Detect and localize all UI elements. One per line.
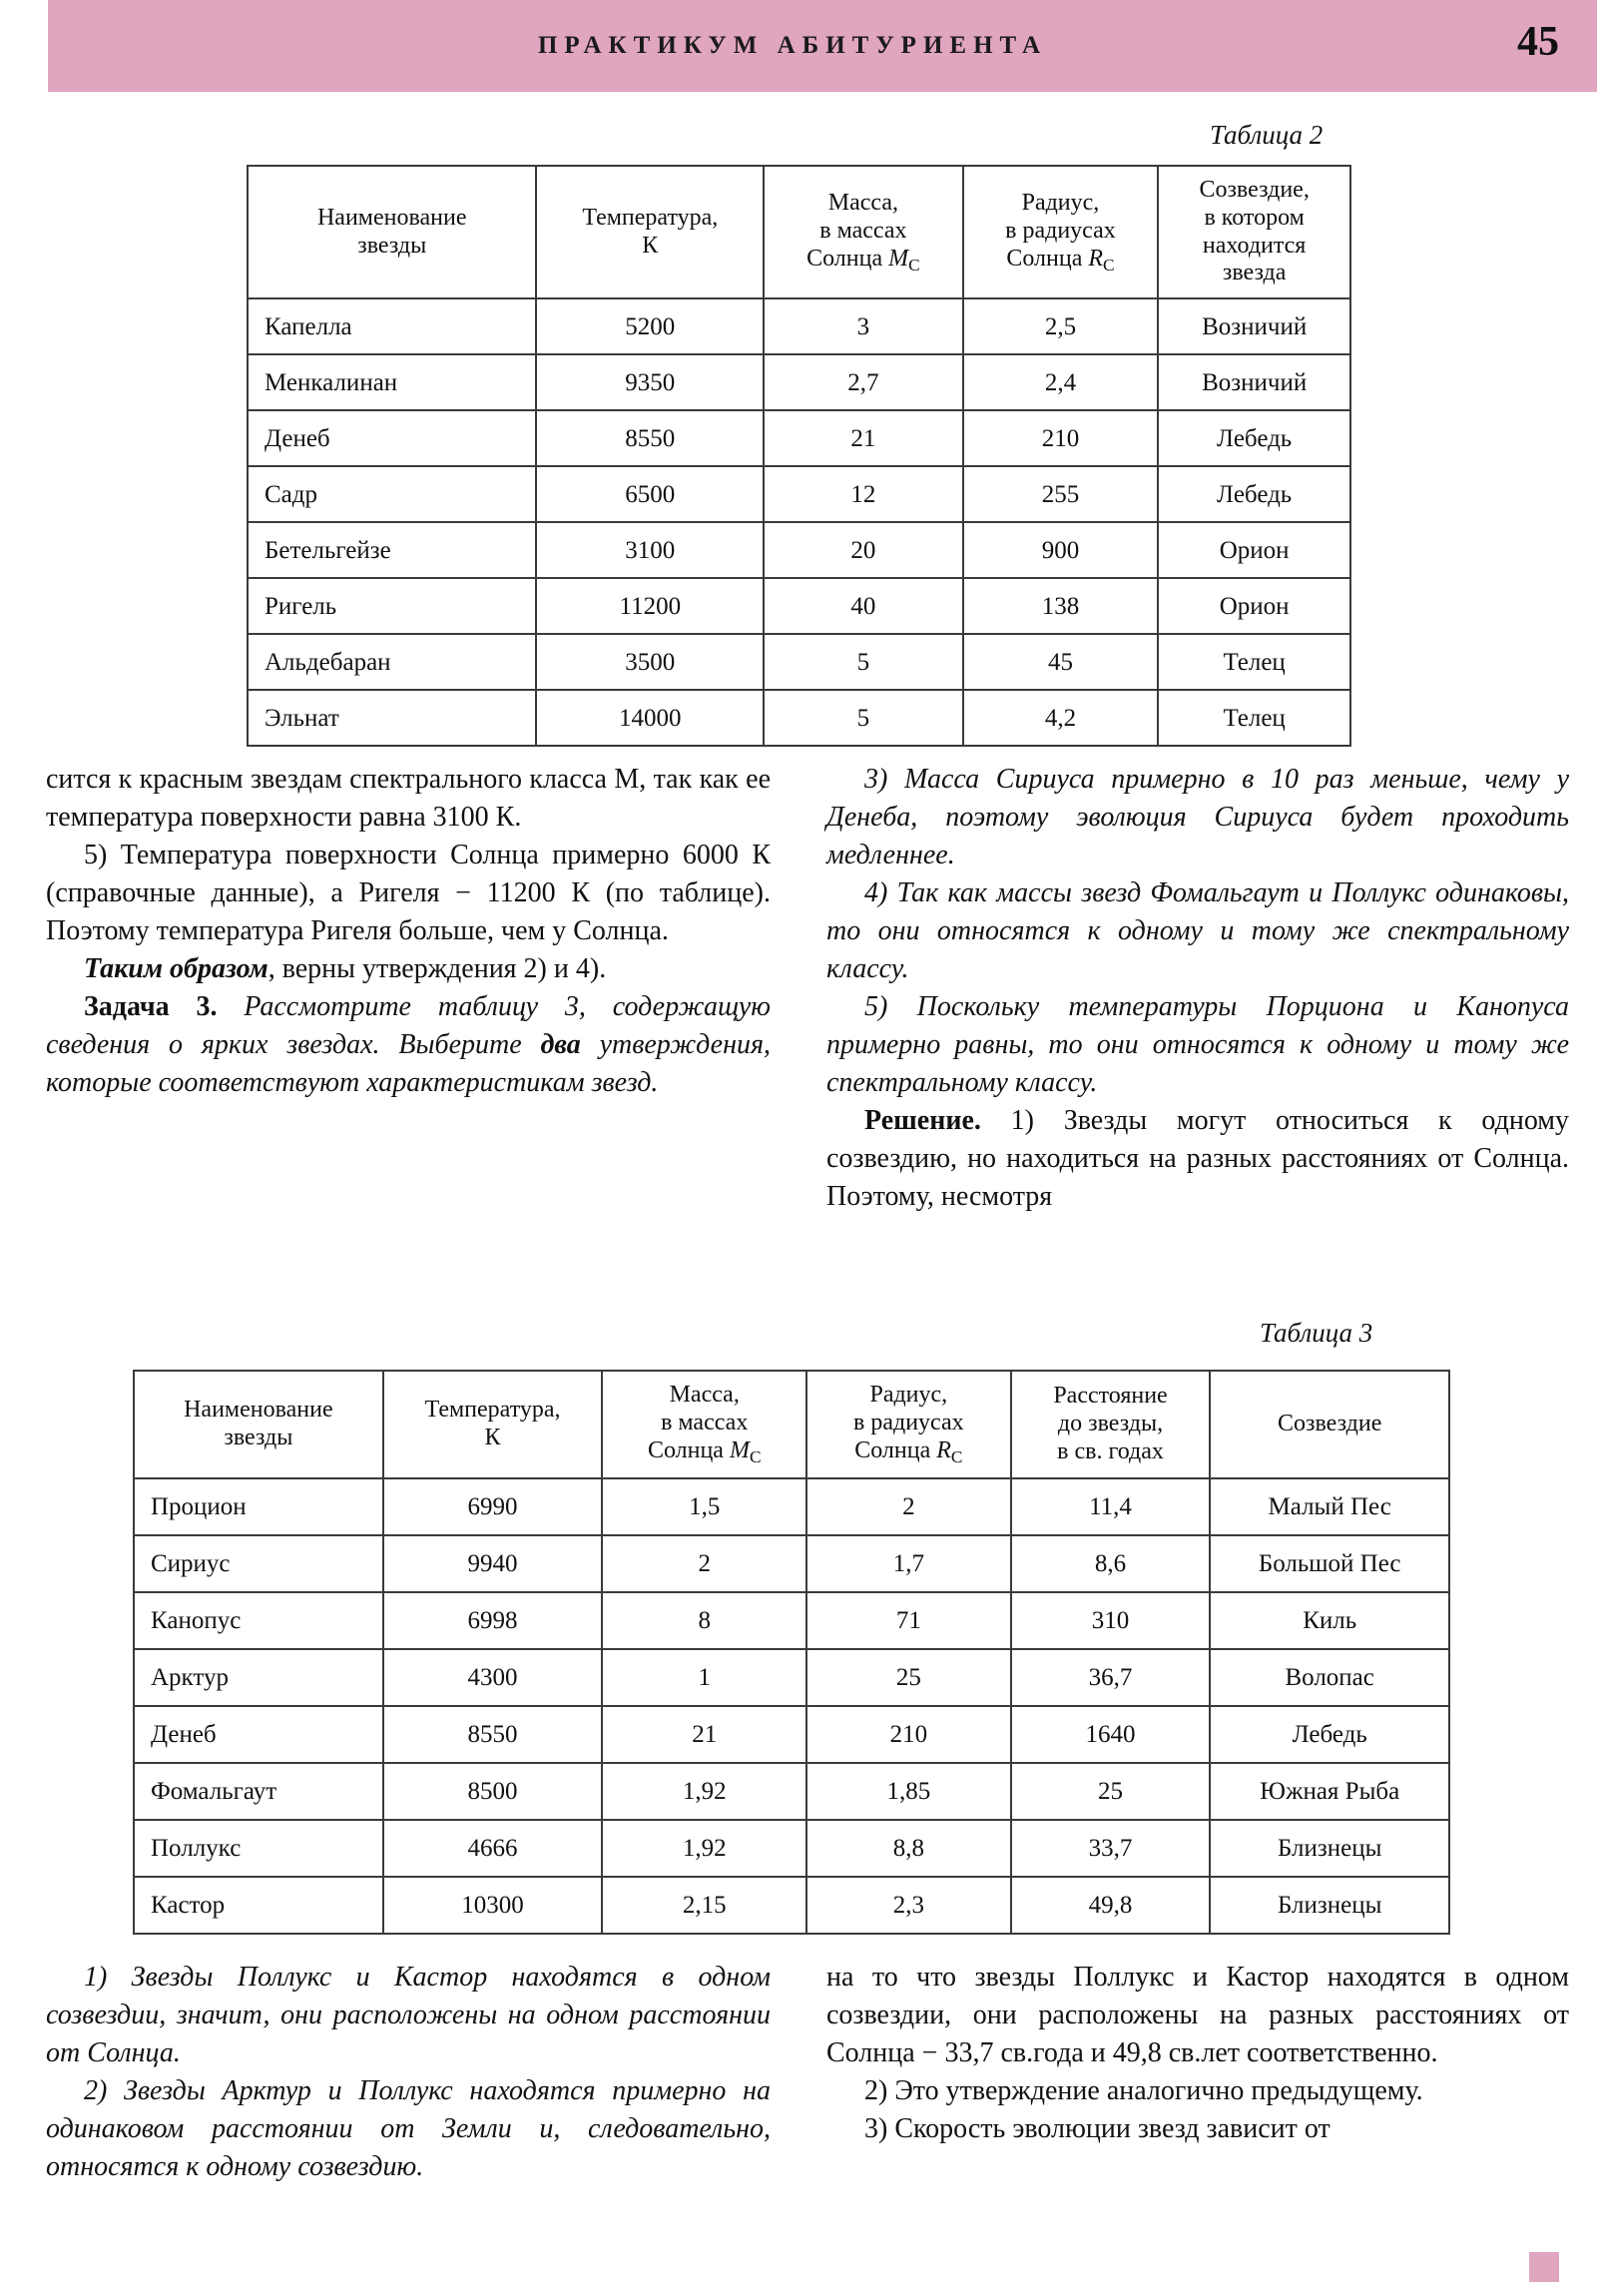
- table-row: [248, 298, 1350, 354]
- hdr-text: Масса,: [669, 1382, 740, 1408]
- cell-temperature: 6998: [383, 1592, 603, 1649]
- table-row: [134, 1706, 1449, 1763]
- paragraph-solution-continuation: на то что звезды Поллукс и Кастор находятся в одном созвездии, они расположены на разных расстояниях от Солнца − 33,7 св.года и 49,8 св.лет соответственно.: [826, 1962, 1569, 2068]
- cell-star-name: Капелла: [248, 298, 536, 354]
- cell-constellation: Лебедь: [1158, 466, 1350, 522]
- table-row: [248, 578, 1350, 634]
- cell-constellation: Телец: [1158, 634, 1350, 690]
- cell-distance: 8,6: [1011, 1535, 1211, 1592]
- conclusion-text: , верны утверждения 2) и 4).: [267, 953, 607, 984]
- cell-mass: 21: [764, 410, 963, 466]
- cell-temperature: 10300: [383, 1877, 603, 1934]
- cell-constellation: Лебедь: [1158, 410, 1350, 466]
- cell-radius: 255: [963, 466, 1159, 522]
- right-column-lower-text: [826, 1959, 1569, 2148]
- hdr-text: Созвездие,: [1199, 177, 1310, 203]
- hdr-text: Радиус,: [1021, 189, 1100, 216]
- table-row: [134, 1478, 1449, 1535]
- hdr-text: в массах: [661, 1409, 749, 1435]
- cell-mass: 5: [764, 634, 963, 690]
- cell-temperature: 6500: [536, 466, 764, 522]
- cell-constellation: Орион: [1158, 578, 1350, 634]
- table2-col-header-temperature: [536, 166, 764, 298]
- cell-temperature: 6990: [383, 1478, 603, 1535]
- cell-constellation: Близнецы: [1210, 1820, 1449, 1877]
- table-2-star-data: [247, 165, 1351, 747]
- table-row: [134, 1820, 1449, 1877]
- table-row: [134, 1763, 1449, 1820]
- cell-temperature: 8500: [383, 1763, 603, 1820]
- running-head-title: ПРАКТИКУМ АБИТУРИЕНТА: [537, 32, 1047, 59]
- table3-caption: Таблица 3: [1260, 1318, 1373, 1348]
- task-text-b: утверждения, которые соответствуют характеристикам звезд.: [46, 1029, 771, 1098]
- cell-star-name: Бетельгейзе: [248, 522, 536, 578]
- paragraph-solution-3: 3) Скорость эволюции звезд зависит от: [864, 2113, 1331, 2144]
- hdr-text-mass-symbol: Солнца $M_С$: [806, 245, 920, 275]
- table2-header-row: [248, 166, 1350, 298]
- cell-radius: 2,4: [963, 354, 1159, 410]
- cell-temperature: 9350: [536, 354, 764, 410]
- hdr-text: Радиус,: [869, 1382, 948, 1408]
- hdr-text: Наименование: [184, 1396, 333, 1423]
- cell-mass: 12: [764, 466, 963, 522]
- paragraph-conclusion: [46, 950, 771, 988]
- cell-mass: 8: [602, 1592, 806, 1649]
- cell-mass: 2: [602, 1535, 806, 1592]
- cell-temperature: 5200: [536, 298, 764, 354]
- cell-radius: 4,2: [963, 690, 1159, 746]
- table-row: [248, 410, 1350, 466]
- task-label: Задача 3.: [84, 991, 218, 1022]
- paragraph-statement-2: 2) Звезды Арктур и Поллукс находятся примерно на одинаковом расстоянии от Земли и, следовательно, относятся к одному созвездию.: [46, 2075, 771, 2182]
- cell-star-name: Денеб: [134, 1706, 383, 1763]
- table2-col-header-mass: [764, 166, 963, 298]
- hdr-text: звезды: [357, 232, 427, 259]
- page-header-band: [48, 0, 1597, 92]
- cell-mass: 21: [602, 1706, 806, 1763]
- table-row: [248, 354, 1350, 410]
- cell-constellation: Большой Пес: [1210, 1535, 1449, 1592]
- cell-temperature: 14000: [536, 690, 764, 746]
- conclusion-label: Таким образом: [84, 953, 268, 984]
- table3-col-header-name: [134, 1371, 383, 1478]
- table-row: [134, 1535, 1449, 1592]
- left-column-lower-text: [46, 1959, 771, 2186]
- hdr-text: К: [642, 232, 659, 259]
- table2-col-header-name: [248, 166, 536, 298]
- hdr-text: Созвездие: [1278, 1410, 1382, 1436]
- paragraph-statement-3: 3) Масса Сириуса примерно в 10 раз меньше, чему у Денеба, поэтому эволюция Сириуса будет проходить медленнее.: [826, 764, 1569, 870]
- solution-label: Решение.: [864, 1105, 981, 1136]
- hdr-text: Температура,: [424, 1396, 561, 1423]
- left-column-upper-text: [46, 761, 771, 1102]
- paragraph-statement-5: 5) Температура поверхности Солнца примерно 6000 К (справочные данные), а Ригеля − 11200 К (по таблице). Поэтому температура Ригеля больше, чем у Солнца.: [46, 840, 771, 946]
- cell-mass: 1,5: [602, 1478, 806, 1535]
- hdr-text: в радиусах: [1005, 217, 1116, 244]
- cell-distance: 25: [1011, 1763, 1211, 1820]
- cell-star-name: Канопус: [134, 1592, 383, 1649]
- cell-mass: 20: [764, 522, 963, 578]
- cell-radius: 1,7: [806, 1535, 1011, 1592]
- task-text-a: Рассмотрите таблицу 3, содержащую сведения о ярких звездах. Выберите: [46, 991, 771, 1060]
- table3-header-row: [134, 1371, 1449, 1478]
- cell-star-name: Менкалинан: [248, 354, 536, 410]
- table2-col-header-radius: [963, 166, 1159, 298]
- page-number: 45: [1517, 19, 1559, 65]
- cell-radius: 71: [806, 1592, 1011, 1649]
- cell-temperature: 11200: [536, 578, 764, 634]
- cell-star-name: Кастор: [134, 1877, 383, 1934]
- cell-constellation: Близнецы: [1210, 1877, 1449, 1934]
- cell-temperature: 9940: [383, 1535, 603, 1592]
- paragraph-continuation: сится к красным звездам спектрального класса М, так как ее температура поверхности равна 3100 К.: [46, 764, 771, 833]
- cell-mass: 1,92: [602, 1763, 806, 1820]
- hdr-text: Температура,: [582, 204, 719, 231]
- cell-distance: 11,4: [1011, 1478, 1211, 1535]
- cell-temperature: 4300: [383, 1649, 603, 1706]
- cell-star-name: Садр: [248, 466, 536, 522]
- hdr-text-radius-symbol: Солнца $R_С$: [854, 1436, 963, 1466]
- cell-star-name: Сириус: [134, 1535, 383, 1592]
- hdr-text-radius-symbol: Солнца $R_С$: [1006, 245, 1115, 275]
- cell-mass: 2,15: [602, 1877, 806, 1934]
- right-column-upper-text: [826, 761, 1569, 1216]
- cell-star-name: Поллукс: [134, 1820, 383, 1877]
- table-row: [134, 1649, 1449, 1706]
- hdr-text: К: [484, 1424, 501, 1450]
- table-row: [248, 690, 1350, 746]
- cell-star-name: Процион: [134, 1478, 383, 1535]
- table3-col-header-temperature: [383, 1371, 603, 1478]
- paragraph-statement-1: 1) Звезды Поллукс и Кастор находятся в одном созвездии, значит, они расположены на одном расстоянии от Солнца.: [46, 1962, 771, 2068]
- cell-radius: 210: [806, 1706, 1011, 1763]
- cell-distance: 1640: [1011, 1706, 1211, 1763]
- table2-caption: Таблица 2: [1210, 120, 1324, 150]
- cell-constellation: Возничий: [1158, 354, 1350, 410]
- cell-mass: 5: [764, 690, 963, 746]
- cell-mass: 40: [764, 578, 963, 634]
- hdr-text: Масса,: [827, 189, 899, 216]
- hdr-text: звезды: [224, 1424, 293, 1450]
- table-row: [134, 1877, 1449, 1934]
- cell-temperature: 4666: [383, 1820, 603, 1877]
- cell-star-name: Альдебаран: [248, 634, 536, 690]
- hdr-text: звезда: [1222, 260, 1287, 287]
- cell-radius: 2,3: [806, 1877, 1011, 1934]
- cell-star-name: Фомальгаут: [134, 1763, 383, 1820]
- cell-star-name: Арктур: [134, 1649, 383, 1706]
- cell-temperature: 3100: [536, 522, 764, 578]
- cell-radius: 210: [963, 410, 1159, 466]
- paragraph-solution: [826, 1102, 1569, 1216]
- cell-distance: 310: [1011, 1592, 1211, 1649]
- cell-mass: 3: [764, 298, 963, 354]
- table3-col-header-distance: [1011, 1371, 1211, 1478]
- cell-temperature: 8550: [536, 410, 764, 466]
- hdr-text: в радиусах: [853, 1409, 964, 1435]
- cell-constellation: Южная Рыба: [1210, 1763, 1449, 1820]
- cell-radius: 900: [963, 522, 1159, 578]
- footer-color-mark: [1529, 2252, 1559, 2282]
- cell-constellation: Орион: [1158, 522, 1350, 578]
- cell-distance: 33,7: [1011, 1820, 1211, 1877]
- cell-radius: 2: [806, 1478, 1011, 1535]
- cell-mass: 1,92: [602, 1820, 806, 1877]
- cell-constellation: Телец: [1158, 690, 1350, 746]
- hdr-text: в котором: [1204, 204, 1305, 231]
- hdr-text: в массах: [819, 217, 907, 244]
- cell-radius: 8,8: [806, 1820, 1011, 1877]
- table-row: [248, 466, 1350, 522]
- hdr-text-mass-symbol: Солнца $M_С$: [647, 1436, 762, 1466]
- table-3-star-data: [133, 1370, 1450, 1935]
- solution-text: 1) Звезды могут относиться к одному созвездию, но находиться на разных расстояниях от Солнца. Поэтому, несмотря: [826, 1105, 1569, 1212]
- cell-mass: 1: [602, 1649, 806, 1706]
- cell-constellation: Лебедь: [1210, 1706, 1449, 1763]
- table-row: [134, 1592, 1449, 1649]
- table3-col-header-radius: [806, 1371, 1011, 1478]
- cell-star-name: Денеб: [248, 410, 536, 466]
- paragraph-statement-4: 4) Так как массы звезд Фомальгаут и Поллукс одинаковы, то они относятся к одному и тому же спектральному классу.: [826, 877, 1569, 984]
- cell-radius: 138: [963, 578, 1159, 634]
- task-emphasis-two: два: [540, 1029, 581, 1060]
- cell-radius: 45: [963, 634, 1159, 690]
- cell-temperature: 8550: [383, 1706, 603, 1763]
- cell-distance: 49,8: [1011, 1877, 1211, 1934]
- cell-star-name: Ригель: [248, 578, 536, 634]
- cell-mass: 2,7: [764, 354, 963, 410]
- cell-distance: 36,7: [1011, 1649, 1211, 1706]
- cell-radius: 2,5: [963, 298, 1159, 354]
- cell-radius: 25: [806, 1649, 1011, 1706]
- cell-constellation: Малый Пес: [1210, 1478, 1449, 1535]
- cell-constellation: Волопас: [1210, 1649, 1449, 1706]
- table3-col-header-mass: [602, 1371, 806, 1478]
- table-row: [248, 522, 1350, 578]
- paragraph-task-3: [46, 988, 771, 1102]
- hdr-text: находится: [1202, 232, 1307, 259]
- table-row: [248, 634, 1350, 690]
- cell-constellation: Возничий: [1158, 298, 1350, 354]
- hdr-text: до звезды,: [1057, 1410, 1164, 1436]
- table3-col-header-constellation: [1210, 1371, 1449, 1478]
- cell-temperature: 3500: [536, 634, 764, 690]
- cell-radius: 1,85: [806, 1763, 1011, 1820]
- hdr-text: Наименование: [316, 204, 467, 231]
- hdr-text: в св. годах: [1057, 1437, 1164, 1464]
- hdr-text: Расстояние: [1053, 1383, 1168, 1410]
- paragraph-solution-2: 2) Это утверждение аналогично предыдущему.: [864, 2075, 1423, 2106]
- cell-star-name: Эльнат: [248, 690, 536, 746]
- paragraph-statement-5b: 5) Поскольку температуры Порциона и Канопуса примерно равны, то они относятся к одному и тому же спектральному классу.: [826, 991, 1569, 1098]
- cell-constellation: Киль: [1210, 1592, 1449, 1649]
- table2-col-header-constellation: [1158, 166, 1350, 298]
